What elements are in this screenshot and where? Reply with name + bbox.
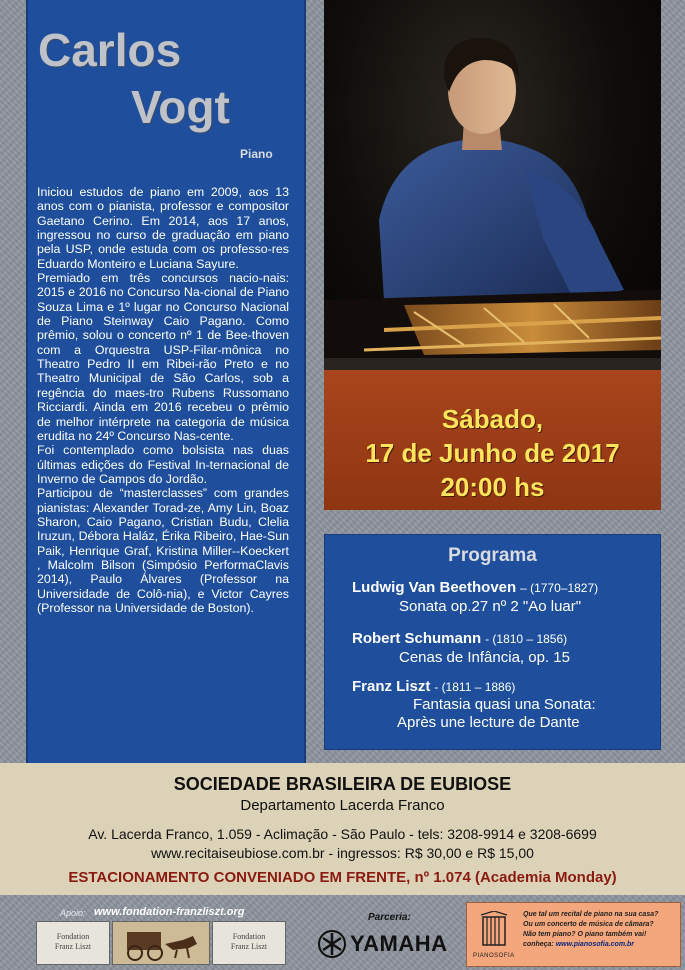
program-item-work: Après une lecture de Dante — [397, 714, 580, 731]
pianosofia-line: Ou um concerto de música de câmara? — [523, 921, 654, 928]
composer-name: Ludwig Van Beethoven — [352, 579, 517, 596]
logo-line: Franz Liszt — [230, 942, 268, 951]
program-item-work: Cenas de Infância, op. 15 — [399, 649, 570, 666]
composer-dates: - (1811 – 1886) — [434, 680, 516, 694]
bio-paragraph: Iniciou estudos de piano em 2009, aos 13 anos com o pianista, professor e compositor Gaetano Cerino. Em 2014, aos 17 anos, ingressou no curso de graduação em piano pela USP, onde estuda com os professo-res Eduardo Monteiro e Luciana Sayure. — [37, 185, 289, 271]
pianosofia-url[interactable]: www.pianosofia.com.br — [555, 941, 634, 948]
composer-dates: – (1770–1827) — [520, 581, 599, 595]
pianosofia-contact — [523, 941, 634, 948]
logo-line: Fondation — [232, 932, 266, 941]
program-item-work: Fantasia quasi una Sonata: — [413, 696, 596, 713]
venue-department: Departamento Lacerda Franco — [240, 797, 445, 814]
venue-parking: ESTACIONAMENTO CONVENIADO EM FRENTE, nº 1.074 (Academia Monday) — [68, 869, 617, 886]
program-item-composer — [352, 678, 515, 695]
performer-last-name: Vogt — [131, 81, 230, 133]
pianosofia-line: Não tem piano? O piano também vai! — [523, 931, 647, 938]
bio-paragraph: Foi contemplado como bolsista nas duas últimas edições do Festival In-ternacional de Inverno de Campos do Jordão. — [37, 443, 289, 486]
liszt-foundation-logo — [36, 921, 110, 965]
program-item-work: Sonata op.27 nº 2 "Ao luar" — [399, 598, 582, 615]
liszt-foundation-logo — [212, 921, 286, 965]
venue-website[interactable]: www.recitaiseubiose.com.br - ingressos: R$ 30,00 e R$ 15,00 — [151, 845, 534, 861]
partner-label: Parceria: — [368, 912, 411, 923]
event-day: Sábado, — [441, 404, 544, 434]
composer-dates: - (1810 – 1856) — [485, 632, 568, 646]
logo-line: Fondation — [56, 932, 90, 941]
pianosofia-name: PIANOSOFIA — [473, 953, 515, 959]
pianosofia-ad — [466, 902, 681, 967]
event-time: 20:00 hs — [440, 472, 545, 502]
support-url[interactable]: www.fondation-franzliszt.org — [94, 906, 245, 918]
bio-paragraph: Participou de “masterclasses” com grandes pianistas: Alexander Torad-ze, Amy Lin, Boaz Sharon, Caio Pagano, Cristian Budu, Clelia Iruzun, Débora Haláz, Érika Ribeiro, Hae-Sun Paik, Henrique Graf, Kristina Miller--Koeckert , Malcolm Bilson (Simpósio PerformaClavis 2014), Paulo Álvares (Professor na Universidade de Colô-nia), e Victor Cayres (Professor na Universidade de Boston). — [37, 486, 289, 615]
performer-instrument: Piano — [240, 147, 273, 161]
event-date-box — [324, 370, 661, 510]
venue-footer — [0, 763, 685, 895]
bio-text — [37, 185, 289, 615]
venue-society: SOCIEDADE BRASILEIRA DE EUBIOSE — [173, 774, 512, 794]
performer-photo — [324, 0, 661, 370]
liszt-carriage-image — [112, 921, 210, 965]
program-item-composer — [352, 579, 598, 596]
logo-line: Franz Liszt — [54, 942, 92, 951]
pianosofia-line: Que tal um recital de piano na sua casa? — [523, 911, 659, 918]
program-item-composer — [352, 630, 567, 647]
venue-address: Av. Lacerda Franco, 1.059 - Aclimação - São Paulo - tels: 3208-9914 e 3208-6699 — [88, 826, 597, 842]
performer-first-name: Carlos — [38, 24, 182, 76]
pianosofia-piano-icon — [477, 911, 511, 951]
program-box — [324, 534, 661, 750]
yamaha-tuning-fork-icon — [318, 930, 346, 963]
support-label: Apoio: — [60, 908, 86, 918]
bio-paragraph: Premiado em três concursos nacio-nais: 2015 e 2016 no Concurso Na-cional de Piano Souza Lima e 1º lugar no Concurso Nacional de Piano Steinway Caio Pagano. Como prêmio, solou o concerto nº 1 de Bee-thoven com a Orquestra USP-Filar-mônica no Theatro Pedro II em Ribei-rão Preto e no Theatro Municipal de São Carlos, sob a regência do maes-tro Rubens Russomano Ricciardi. Ainda em 2016 recebeu o prêmio de melhor intérprete na categoria de música erudita no 24º Concurso Nas-cente. — [37, 271, 289, 443]
pianosofia-contact-prefix: conheça: — [523, 941, 554, 948]
yamaha-logo-text: YAMAHA — [350, 931, 448, 956]
composer-name: Robert Schumann — [352, 630, 482, 647]
composer-name: Franz Liszt — [352, 678, 431, 695]
program-title: Programa — [448, 545, 537, 566]
event-date: 17 de Junho de 2017 — [365, 438, 620, 468]
